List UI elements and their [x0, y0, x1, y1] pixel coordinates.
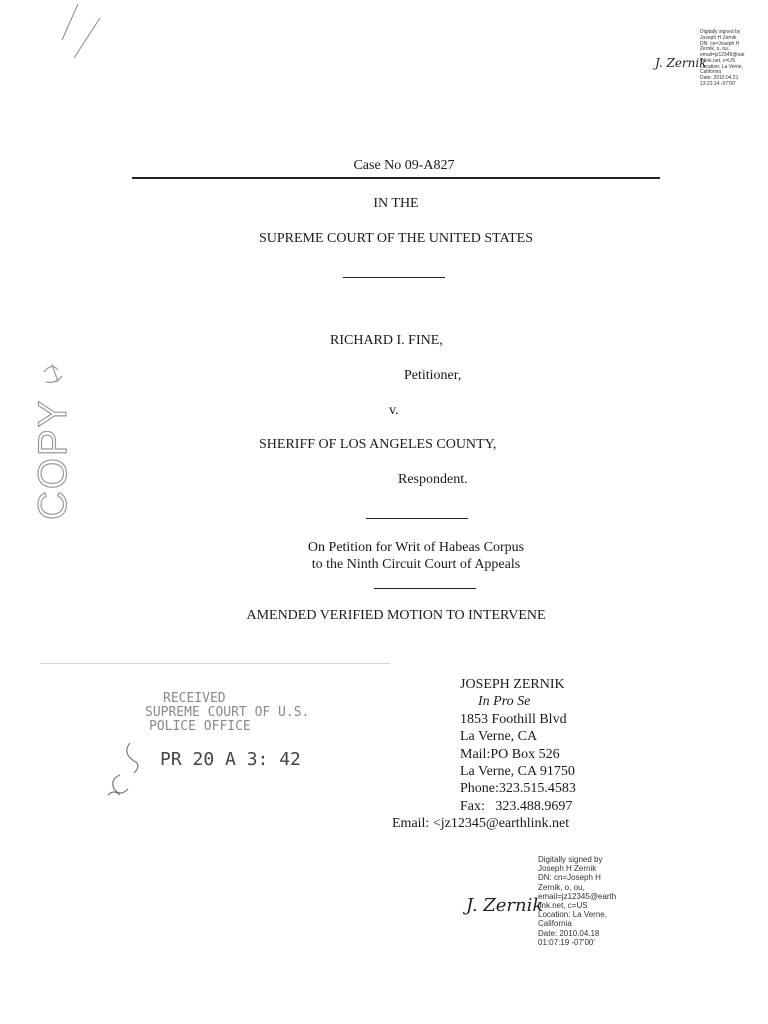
sig-line: Digitally signed by	[538, 855, 603, 864]
copy-stamp-text: COPY	[31, 398, 75, 520]
divider-rule-1	[343, 277, 445, 278]
sig-line: Joseph H Zernik	[700, 34, 737, 41]
stamp-line-1: RECEIVED	[163, 691, 226, 706]
petitioner-name: RICHARD I. FINE,	[330, 333, 443, 348]
sig-line: 01:07:19 -07'00'	[538, 937, 595, 947]
handwritten-scribble	[100, 735, 150, 805]
sig-line: DN: cn=Joseph H	[538, 873, 601, 883]
sig-line: link.net, c=US	[538, 900, 588, 910]
sig-line: 13:22:14 -07'00'	[700, 80, 736, 87]
contact-address-1: 1853 Foothill Blvd	[460, 711, 567, 727]
sig-line: Joseph H Zernik	[538, 864, 597, 874]
respondent-name: SHERIFF OF LOS ANGELES COUNTY,	[259, 437, 497, 452]
court-name: SUPREME COURT OF THE UNITED STATES	[258, 231, 534, 246]
respondent-role: Respondent.	[398, 472, 468, 487]
sig-line: thlink.net, c=US	[700, 57, 736, 64]
digital-signature-bottom	[538, 855, 616, 947]
contact-block	[392, 676, 576, 833]
sig-line: California	[538, 919, 572, 929]
copy-stamp	[22, 360, 82, 530]
contact-phone: Phone:323.515.4583	[460, 781, 576, 797]
divider-rule-3	[374, 588, 476, 589]
stamp-line-3: POLICE OFFICE	[149, 719, 251, 734]
sig-line: Zernik, o, ou,	[538, 882, 585, 892]
petition-line-2: to the Ninth Circuit Court of Appeals	[311, 557, 521, 572]
digital-signature-top	[700, 30, 745, 88]
sig-line: Location: La Verne,	[700, 63, 744, 70]
court-intro: IN THE	[373, 196, 419, 211]
case-number: Case No 09-A827	[353, 158, 455, 173]
sig-line: Digitally signed by	[700, 29, 741, 35]
petitioner-role: Petitioner,	[404, 368, 462, 383]
contact-address-2: La Verne, CA	[460, 729, 538, 745]
versus: v.	[389, 403, 399, 418]
sig-line: Date: 2010.04.18	[538, 928, 600, 938]
contact-status: In Pro Se	[478, 694, 531, 710]
sig-line: email=jz12345@ear	[700, 52, 745, 58]
received-stamp-date: PR 20 A 3: 42	[160, 749, 301, 770]
contact-mail-city: La Verne, CA 91750	[460, 764, 575, 780]
sig-line: DN: cn=Joseph H	[700, 40, 740, 47]
sig-line: California	[700, 69, 722, 76]
contact-email[interactable]: Email: <jz12345@earthlink.net	[392, 816, 570, 832]
sig-line: email=jz12345@earth	[538, 891, 617, 901]
scan-marks	[30, 0, 110, 70]
stamp-line-2: SUPREME COURT OF U.S.	[145, 705, 310, 720]
contact-name: JOSEPH ZERNIK	[460, 677, 565, 692]
scan-line	[40, 663, 390, 664]
sig-line: Zernik, o, ou,	[700, 46, 730, 53]
sig-line: Location: La Verne,	[538, 910, 607, 920]
signature-mark-bottom: J. Zernik	[466, 895, 544, 916]
contact-fax: Fax: 323.488.9697	[460, 798, 573, 814]
header-rule	[132, 177, 660, 179]
sig-line: Date: 2010.04.21	[700, 75, 739, 81]
signature-mark-top: J. Zernik	[655, 56, 707, 70]
contact-mail: Mail:PO Box 526	[460, 746, 560, 762]
divider-rule-2	[366, 518, 468, 519]
received-stamp	[145, 692, 309, 734]
document-title: AMENDED VERIFIED MOTION TO INTERVENE	[246, 608, 546, 623]
petition-line-1: On Petition for Writ of Habeas Corpus	[307, 540, 525, 555]
